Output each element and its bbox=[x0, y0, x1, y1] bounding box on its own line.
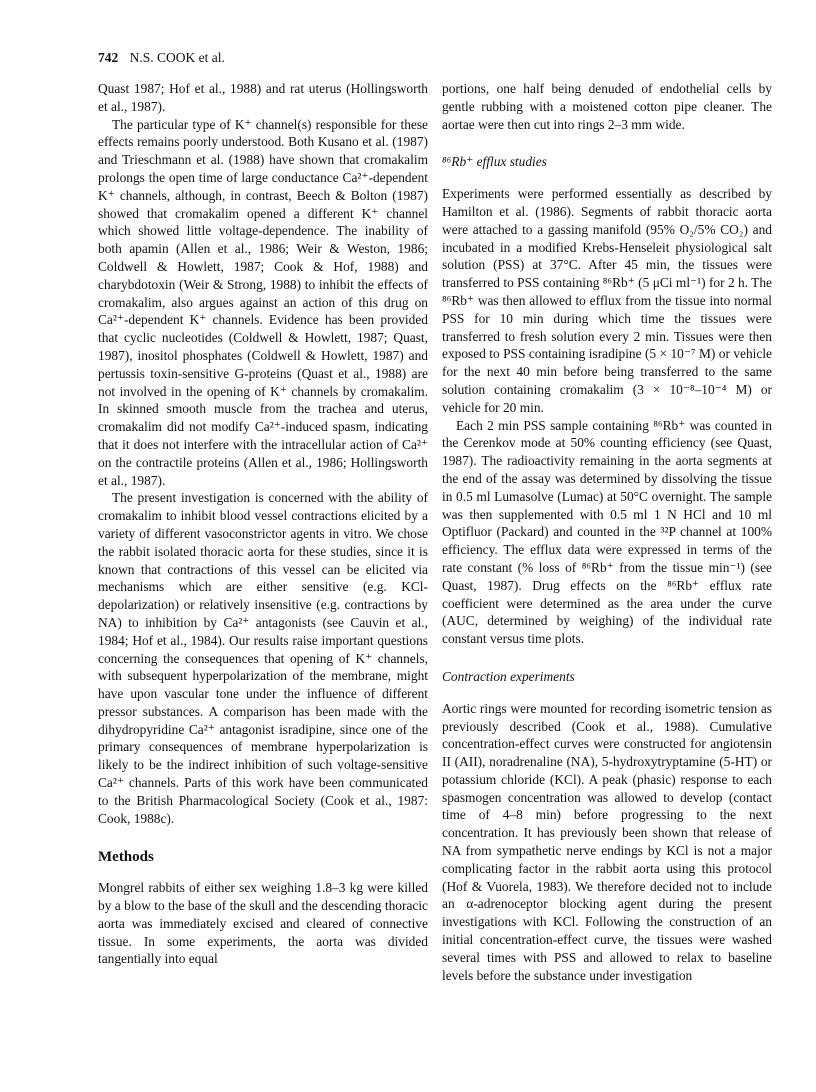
paragraph: Quast 1987; Hof et al., 1988) and rat uterus (Hollingsworth et al., 1987). bbox=[98, 81, 428, 114]
paragraph: Experiments were performed essentially as described by Hamilton et al. (1986). Segments of rabbit thoracic aorta were attached to a gassing manifold (95% O₂/5% CO₂) and incubated in a modified Krebs-Henseleit physiological salt solution (PSS) at 37°C. After 45 min, the tissues were transferred to PSS containing ⁸⁶Rb⁺ (5 μCi ml⁻¹) for 2 h. The ⁸⁶Rb⁺ was then allowed to efflux from the tissue into normal PSS for 10 min during which time the tissues were transferred to fresh solution every 2 min. Tissues were then exposed to PSS containing isradipine (5 × 10⁻⁷ M) or vehicle for the next 40 min before being transferred to the same solution containing cromakalim (3 × 10⁻⁸–10⁻⁴ M) or vehicle for 20 min. bbox=[442, 186, 772, 415]
paragraph: Each 2 min PSS sample containing ⁸⁶Rb⁺ was counted in the Cerenkov mode at 50% counting efficiency (see Quast, 1987). The radioactivity remaining in the aorta segments at the end of the assay was determined by dissolving the tissue in 0.5 ml Lumasolve (Lumac) at 50°C overnight. The sample was then supplemented with 0.5 ml 1 N HCl and 10 ml Optifluor (Packard) and counted in the ³²P channel at 100% efficiency. The efflux data were expressed in terms of the rate constant (% loss of ⁸⁶Rb⁺ from the tissue min⁻¹) (see Quast, 1987). Drug effects on the ⁸⁶Rb⁺ efflux rate coefficient were determined as the area under the curve (AUC, determined by weighing) of the individual rate constant versus time plots. bbox=[442, 417, 772, 647]
paragraph: Aortic rings were mounted for recording isometric tension as previously described (Cook et al., 1988). Cumulative concentration-effect curves were constructed for angiotensin II (AII), noradrenaline (NA), 5-hydroxytryptamine (5-HT) or potassium chloride (KCl). A peak (phasic) response to each spasmogen concentration was allowed to develop (contact time of 4–8 min) before progressing to the next concentration. It has previously been shown that release of NA from sympathetic nerve endings by KCl is not a major complicating factor in the rabbit aorta using this protocol (Hof & Vuorela, 1983). We therefore decided not to include an α-adrenoceptor blocking agent during the present investigations with KCl. Following the construction of an initial concentration-effect curve, the tissues were washed several times with PSS and allowed to relax to baseline levels before the substance under investigation bbox=[442, 700, 772, 983]
paragraph: The particular type of K⁺ channel(s) responsible for these effects remains poorly understood. Both Kusano et al. (1987) and Trieschmann et al. (1988) have shown that cromakalim prolongs the open time of large conductance Ca²⁺-dependent K⁺ channels, although, in contrast, Beech & Bolton (1987) showed that cromakalim opened a different K⁺ channel which showed little voltage-dependence. The inability of both apamin (Allen et al., 1986; Weir & Weston, 1986; Coldwell & Howlett, 1987; Cook & Hof, 1988) and charybdotoxin (Weir & Strong, 1988) to inhibit the effects of cromakalim, also argues against an action of this drug on Ca²⁺-dependent K⁺ channels. Evidence has been provided that cyclic nucleotides (Coldwell & Howlett, 1987; Quast, 1987), inositol phosphates (Coldwell & Howlett, 1987) and pertussis toxin-sensitive G-proteins (Quast et al., 1988) are not involved in the opening of K⁺ channels by cromakalim. In skinned smooth muscle from the trachea and uterus, cromakalim did not modify Ca²⁺-induced spasm, indicating that it does not interfere with the intracellular action of Ca²⁺ on the contractile proteins (Allen et al., 1986; Hollingsworth et al., 1987). bbox=[98, 116, 428, 488]
page-number: 742 bbox=[98, 50, 119, 65]
left-column bbox=[98, 80, 428, 968]
paragraph: portions, one half being denuded of endothelial cells by gentle rubbing with a moistened cotton pipe cleaner. The aortae were then cut into rings 2–3 mm wide. bbox=[442, 81, 772, 132]
right-column bbox=[442, 80, 772, 984]
running-authors: N.S. COOK et al. bbox=[129, 50, 225, 65]
subsection-heading-contraction: Contraction experiments bbox=[442, 668, 575, 684]
paragraph: Mongrel rabbits of either sex weighing 1.8–3 kg were killed by a blow to the base of the skull and the descending thoracic aorta was immediately excised and cleared of connective tissue. In some experiments, the aorta was divided tangentially into equal bbox=[98, 880, 428, 967]
paragraph: The present investigation is concerned with the ability of cromakalim to inhibit blood vessel contractions elicited by a variety of different vasoconstrictor agents in vitro. We chose the rabbit isolated thoracic aorta for these studies, since it is known that contractions of this vessel can be elicited via mechanisms which are either sensitive (e.g. KCl-depolarization) or relatively insensitive (e.g. contractions by NA) to inhibition by Ca²⁺ antagonists (see Cauvin et al., 1984; Hof et al., 1984). Our results raise important questions concerning the consequences that opening of K⁺ channels, with subsequent hyperpolarization of the membrane, might have upon vascular tone under the influence of different pressor substances. A comparison has been made with the dihydropyridine Ca²⁺ antagonist isradipine, since one of the primary consequences of membrane hyperpolarization is likely to be the indirect inhibition of such voltage-sensitive Ca²⁺ channels. Parts of this work have been communicated to the British Pharmacological Society (Cook et al., 1987: Cook, 1988c). bbox=[98, 490, 428, 826]
subsection-heading-rb-efflux: ⁸⁶Rb⁺ efflux studies bbox=[442, 154, 547, 170]
running-header bbox=[98, 50, 225, 66]
section-heading-methods: Methods bbox=[98, 849, 154, 866]
